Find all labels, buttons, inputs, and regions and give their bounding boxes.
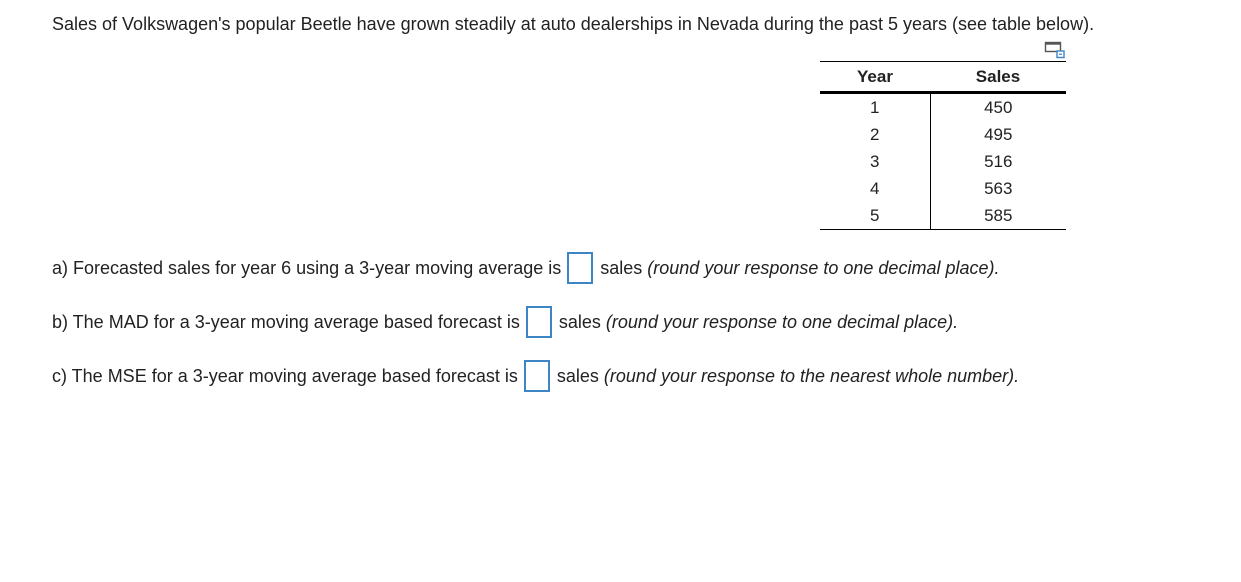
year-cell: 3 bbox=[820, 148, 930, 175]
table-header-row bbox=[820, 62, 1066, 93]
question-b-unit: sales bbox=[558, 311, 601, 332]
question-c-prefix: c) The MSE for a 3-year moving average based forecast is bbox=[52, 365, 518, 386]
table-row bbox=[820, 121, 1066, 148]
question-c-hint: (round your response to the nearest whole number). bbox=[603, 365, 1020, 386]
answer-b-input[interactable] bbox=[526, 306, 552, 338]
question-a-prefix: a) Forecasted sales for year 6 using a 3-year moving average is bbox=[52, 257, 562, 278]
sales-cell: 516 bbox=[984, 151, 1013, 171]
question-c bbox=[52, 360, 1019, 392]
sales-cell: 585 bbox=[930, 202, 1066, 230]
answer-c-input[interactable] bbox=[524, 360, 550, 392]
question-a-hint: (round your response to one decimal place). bbox=[647, 257, 1000, 278]
answer-a-input[interactable] bbox=[567, 252, 593, 284]
year-cell: 4 bbox=[820, 175, 930, 202]
copy-table-icon[interactable] bbox=[1044, 41, 1066, 59]
year-cell: 5 bbox=[820, 202, 930, 230]
table-row bbox=[820, 202, 1066, 230]
sales-data-table bbox=[820, 61, 1066, 230]
question-a-unit: sales bbox=[600, 257, 643, 278]
sales-cell: 450 bbox=[984, 97, 1013, 117]
table-row bbox=[820, 93, 1066, 122]
question-c-unit: sales bbox=[556, 365, 599, 386]
question-a bbox=[52, 252, 999, 284]
header-year: Year bbox=[820, 62, 930, 93]
sales-cell: 563 bbox=[984, 178, 1013, 198]
problem-intro: Sales of Volkswagen's popular Beetle have grown steadily at auto dealerships in Nevada during the past 5 years (see table below). bbox=[52, 14, 1095, 34]
header-sales: Sales bbox=[930, 62, 1066, 93]
question-b-hint: (round your response to one decimal place). bbox=[605, 311, 959, 332]
question-b-prefix: b) The MAD for a 3-year moving average based forecast is bbox=[52, 311, 520, 332]
sales-cell: 495 bbox=[984, 124, 1013, 144]
table-row bbox=[820, 175, 1066, 202]
year-cell: 1 bbox=[820, 93, 930, 122]
question-b bbox=[52, 306, 958, 338]
year-cell: 2 bbox=[820, 121, 930, 148]
table-row bbox=[820, 148, 1066, 175]
